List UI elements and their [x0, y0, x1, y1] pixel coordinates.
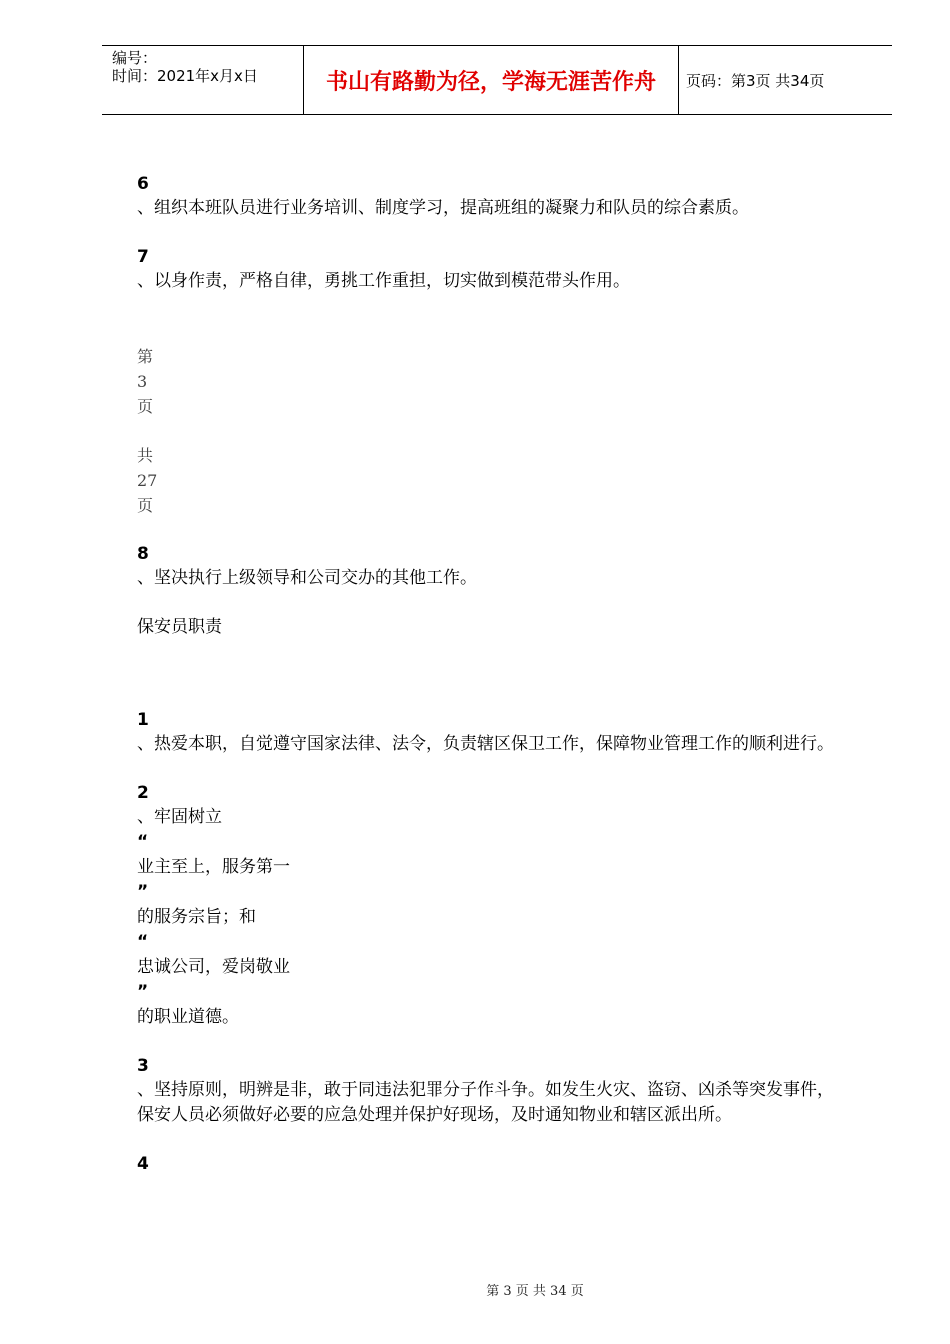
page-marker-line: 页: [137, 397, 154, 416]
document-body: [137, 172, 847, 1176]
duty-line: 忠诚公司，爱岗敬业: [137, 957, 290, 977]
duty-number-1: 1: [137, 710, 149, 730]
item-text-7: 、以身作责，严格自律，勇挑工作重担，切实做到模范带头作用。: [137, 271, 630, 291]
duty-line: 的服务宗旨；和: [137, 907, 256, 927]
duty-line: 业主至上，服务第一: [137, 857, 290, 877]
duty-number-4: 4: [137, 1154, 149, 1174]
quote-mark: “: [137, 832, 149, 852]
duty-number-2: 2: [137, 783, 149, 803]
duty-line: 的职业道德。: [137, 1007, 239, 1027]
duty-line: 、牢固树立: [137, 807, 222, 827]
page-footer: 第 3 页 共 34 页: [486, 1284, 584, 1299]
duty-number-3: 3: [137, 1056, 149, 1076]
quote-mark: ”: [137, 982, 149, 1002]
item-text-8: 、坚决执行上级领导和公司交办的其他工作。: [137, 568, 477, 588]
quote-mark: “: [137, 932, 149, 952]
page-marker-line: 3: [137, 372, 148, 391]
section-heading: 保安员职责: [137, 617, 222, 637]
time-label: 时间：2021年x月x日: [112, 67, 258, 85]
item-text-6: 、组织本班队员进行业务培训、制度学习，提高班组的凝聚力和队员的综合素质。: [137, 198, 749, 218]
page-marker-line: 页: [137, 496, 154, 515]
page-marker-line: 共: [137, 446, 154, 465]
header-meta: [112, 49, 302, 85]
item-number-7: 7: [137, 247, 149, 267]
page-marker-line: 第: [137, 347, 154, 366]
item-number-8: 8: [137, 544, 149, 564]
number-label: 编号：: [112, 49, 158, 67]
page-marker: [137, 344, 847, 518]
page-header: [102, 45, 892, 115]
duty-text-1: 、热爱本职，自觉遵守国家法律、法令，负责辖区保卫工作，保障物业管理工作的顺利进行。: [137, 734, 834, 754]
item-number-6: 6: [137, 174, 149, 194]
quote-mark: ”: [137, 882, 149, 902]
page-marker-line: 27: [137, 471, 158, 490]
duty-text-3: 、坚持原则，明辨是非，敢于同违法犯罪分子作斗争。如发生火灾、盗窃、凶杀等突发事件，保安人员必须做好必要的应急处理并保护好现场，及时通知物业和辖区派出所。: [137, 1080, 834, 1125]
header-motto: 书山有路勤为径，学海无涯苦作舟: [303, 46, 679, 114]
header-page-code: 页码：第3页 共34页: [686, 71, 825, 90]
